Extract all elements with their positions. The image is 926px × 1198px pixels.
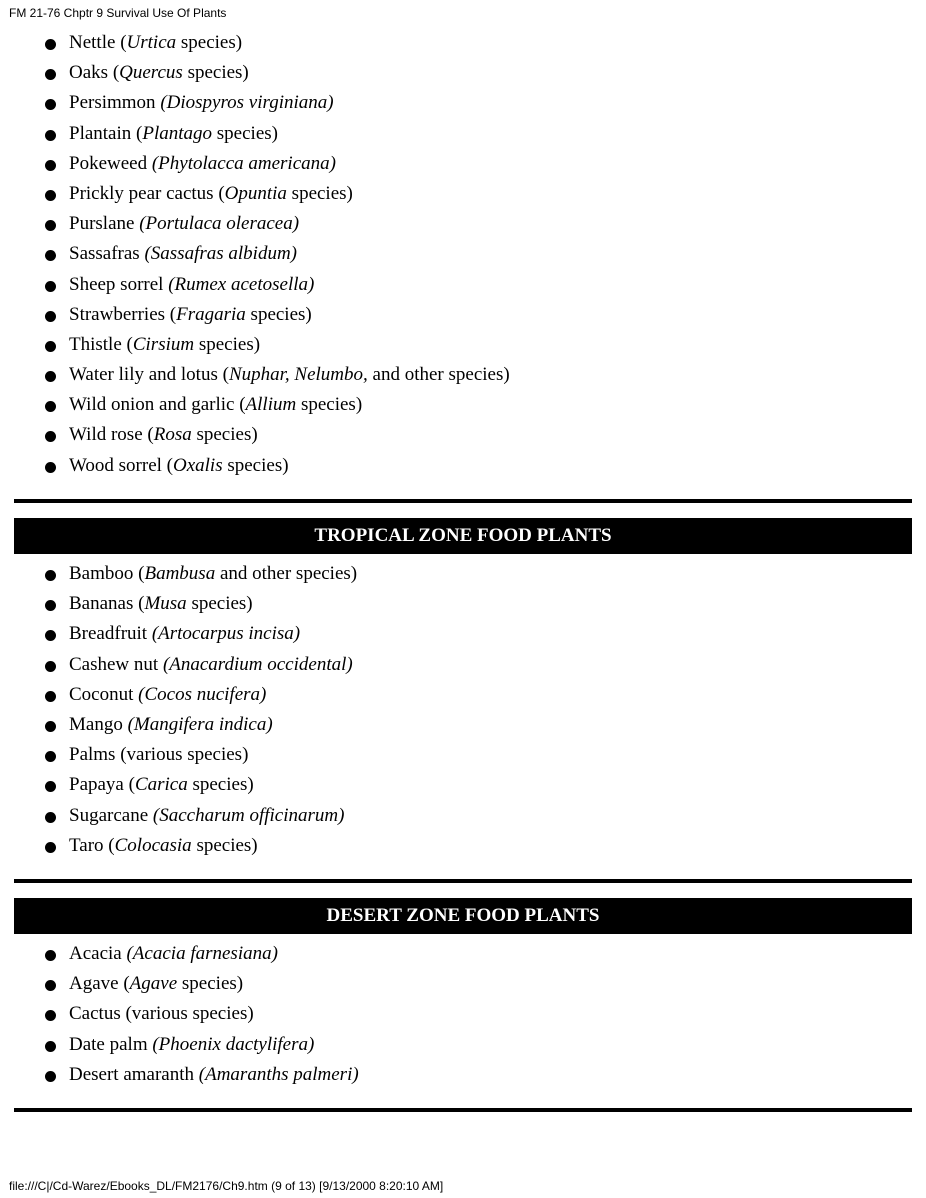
plant-list-item [0, 1030, 359, 1060]
plant-scientific-name: Agave [129, 973, 178, 995]
bullet-icon [45, 570, 56, 581]
bullet-icon [45, 69, 56, 80]
bullet-icon [45, 691, 56, 702]
plant-list-item [0, 801, 357, 831]
page-footer: file:///C|/Cd-Warez/Ebooks_DL/FM2176/Ch9.htm (9 of 13) [9/13/2000 8:20:10 AM] [9, 1179, 444, 1193]
plant-name-suffix: species) [191, 834, 258, 856]
plant-common-name: Purslane [69, 213, 140, 235]
plant-scientific-name: (Anacardium occidental) [162, 653, 353, 675]
bullet-icon [45, 721, 56, 732]
plant-paren: ( [138, 563, 145, 584]
plant-paren: ( [120, 32, 127, 53]
bullet-icon [45, 281, 56, 292]
plant-name-suffix: species) [177, 973, 244, 995]
plant-list-item [0, 770, 357, 800]
plant-scientific-name: (Sassafras albidum) [144, 243, 297, 265]
plant-paren: ( [166, 454, 173, 476]
plant-list-item [0, 179, 510, 209]
temperate-plant-list [0, 28, 510, 481]
plant-common-name: Sassafras [69, 243, 145, 265]
plant-scientific-name: Colocasia [114, 834, 192, 856]
bullet-icon [45, 842, 56, 853]
section-divider [14, 879, 912, 883]
plant-name-suffix: species) [176, 32, 243, 53]
bullet-icon [45, 39, 56, 50]
plant-list-item [0, 330, 510, 360]
bullet-icon [45, 462, 56, 473]
plant-scientific-name: Urtica [126, 32, 177, 53]
bullet-icon [45, 812, 56, 823]
plant-list-item [0, 270, 510, 300]
plant-scientific-name: (Cocos nucifera) [138, 683, 267, 705]
plant-common-name: Bamboo [69, 563, 139, 584]
bullet-icon [45, 401, 56, 412]
plant-scientific-name: (Phytolacca americana) [151, 152, 336, 174]
tropical-section-heading: TROPICAL ZONE FOOD PLANTS [14, 518, 912, 554]
plant-list-item [0, 451, 510, 481]
plant-scientific-name: Oxalis [173, 454, 223, 476]
bullet-icon [45, 250, 56, 261]
plant-paren: ( [112, 62, 120, 84]
plant-scientific-name: Carica [134, 774, 188, 796]
plant-common-name: Wild rose [69, 424, 148, 446]
plant-list-item [0, 420, 510, 450]
bullet-icon [45, 630, 56, 641]
plant-name-suffix: and other species) [215, 563, 358, 584]
plant-scientific-name: (Diospyros virginiana) [160, 92, 334, 114]
plant-scientific-name: Opuntia [224, 182, 287, 204]
plant-list-item [0, 239, 510, 269]
bullet-icon [45, 661, 56, 672]
plant-scientific-name: (Mangifera indica) [127, 713, 273, 735]
plant-common-name: Agave [69, 973, 124, 995]
plant-scientific-name: Musa [144, 593, 187, 615]
plant-scientific-name: Quercus [119, 62, 183, 84]
bullet-icon [45, 99, 56, 110]
bullet-icon [45, 431, 56, 442]
plant-common-name: Date palm [69, 1033, 153, 1055]
plant-paren: ( [147, 424, 154, 446]
plant-common-name: Water lily and lotus [69, 364, 223, 386]
bullet-icon [45, 220, 56, 231]
plant-scientific-name: (Rumex acetosella) [168, 273, 315, 295]
plant-name-suffix: species) [182, 62, 249, 84]
plant-common-name: Cashew nut [69, 653, 163, 675]
plant-name-suffix: species) [186, 593, 253, 615]
plant-scientific-name: Plantago [142, 122, 213, 144]
plant-paren: ( [222, 364, 229, 386]
plant-scientific-name: Cirsium [132, 333, 195, 355]
plant-list-item [0, 360, 510, 390]
plant-list-item [0, 589, 357, 619]
plant-paren: ( [218, 182, 225, 204]
bullet-icon [45, 980, 56, 991]
plant-name-suffix: species) [296, 394, 363, 416]
plant-list-item [0, 1060, 359, 1090]
bullet-icon [45, 1041, 56, 1052]
bullet-icon [45, 190, 56, 201]
plant-common-name: Prickly pear cactus [69, 182, 219, 204]
plant-common-name: Bananas [69, 593, 139, 615]
bullet-icon [45, 1071, 56, 1082]
plant-scientific-name: (Saccharum officinarum) [152, 804, 345, 826]
plant-list-item [0, 710, 357, 740]
plant-common-name: Plantain [69, 122, 137, 144]
plant-list-item [0, 680, 357, 710]
desert-section-heading: DESERT ZONE FOOD PLANTS [14, 898, 912, 934]
plant-common-name: Breadfruit [69, 623, 152, 645]
bullet-icon [45, 751, 56, 762]
plant-scientific-name: (Phoenix dactylifera) [152, 1033, 315, 1055]
plant-scientific-name: Nuphar, Nelumbo, [228, 364, 368, 386]
plant-scientific-name: (Amaranths palmeri) [198, 1063, 359, 1085]
plant-list-item [0, 999, 359, 1029]
plant-list-item [0, 650, 357, 680]
plant-paren: ( [239, 394, 246, 416]
plant-name-suffix: species) [222, 454, 289, 476]
plant-list-item [0, 740, 357, 770]
plant-name-suffix: species) [212, 122, 278, 144]
bullet-icon [45, 1010, 56, 1021]
plant-list-item [0, 58, 510, 88]
plant-list-item [0, 969, 359, 999]
plant-scientific-name: Allium [245, 394, 297, 416]
plant-common-name: Pokeweed [69, 152, 152, 174]
plant-common-name: Mango [69, 713, 128, 735]
plant-list-item [0, 209, 510, 239]
plant-common-name: Nettle [69, 32, 121, 53]
plant-list-item [0, 149, 510, 179]
plant-common-name: Strawberries [69, 303, 170, 325]
plant-name-suffix: species) [194, 333, 261, 355]
plant-list-item [0, 831, 357, 861]
plant-scientific-name: (Portulaca oleracea) [139, 213, 300, 235]
plant-common-name: Wild onion and garlic [69, 394, 240, 416]
plant-scientific-name: Fragaria [176, 303, 246, 325]
bullet-icon [45, 600, 56, 611]
plant-common-name: Thistle [69, 333, 127, 355]
plant-paren: ( [136, 122, 143, 144]
plant-list-item [0, 619, 357, 649]
plant-list-item [0, 119, 510, 149]
plant-common-name: Sheep sorrel [69, 273, 169, 295]
plant-list-item [0, 559, 357, 589]
plant-common-name: Coconut [69, 683, 139, 705]
tropical-plant-list [0, 559, 357, 861]
bullet-icon [45, 311, 56, 322]
bullet-icon [45, 130, 56, 141]
plant-common-name: Desert amaranth [69, 1063, 199, 1085]
plant-name-suffix: species) [187, 774, 254, 796]
desert-plant-list [0, 939, 359, 1090]
plant-name-suffix: and other species) [367, 364, 510, 386]
section-divider [14, 1108, 912, 1112]
plant-scientific-name: Bambusa [144, 563, 216, 584]
plant-common-name: Sugarcane [69, 804, 153, 826]
bullet-icon [45, 781, 56, 792]
plant-paren: ( [138, 593, 145, 615]
plant-paren: ( [128, 774, 135, 796]
plant-scientific-name: Rosa [153, 424, 192, 446]
plant-common-name: Oaks [69, 62, 113, 84]
bullet-icon [45, 950, 56, 961]
plant-paren: ( [126, 333, 133, 355]
bullet-icon [45, 160, 56, 171]
plant-common-name: Persimmon [69, 92, 161, 114]
plant-common-name: Wood sorrel [69, 454, 167, 476]
plant-scientific-name: (Acacia farnesiana) [126, 943, 278, 964]
plant-list-item [0, 390, 510, 420]
plant-common-name: Papaya [69, 774, 129, 796]
plant-common-name: Taro [69, 834, 109, 856]
plant-paren: ( [169, 303, 177, 325]
plant-paren: ( [123, 973, 130, 995]
plant-list-item [0, 88, 510, 118]
bullet-icon [45, 341, 56, 352]
plant-name-suffix: species) [286, 182, 353, 204]
plant-name-suffix: species) [191, 424, 258, 446]
plant-list-item [0, 300, 510, 330]
plant-list-item [0, 939, 359, 969]
plant-list-item [0, 28, 510, 58]
plant-paren: ( [108, 834, 115, 856]
bullet-icon [45, 371, 56, 382]
section-divider [14, 499, 912, 503]
plant-name-suffix: species) [245, 303, 312, 325]
plant-scientific-name: (Artocarpus incisa) [151, 623, 301, 645]
plant-common-name: Palms (various species) [69, 744, 249, 766]
plant-common-name: Cactus (various species) [69, 1003, 254, 1025]
page-header: FM 21-76 Chptr 9 Survival Use Of Plants [9, 6, 227, 20]
plant-common-name: Acacia [69, 943, 127, 964]
